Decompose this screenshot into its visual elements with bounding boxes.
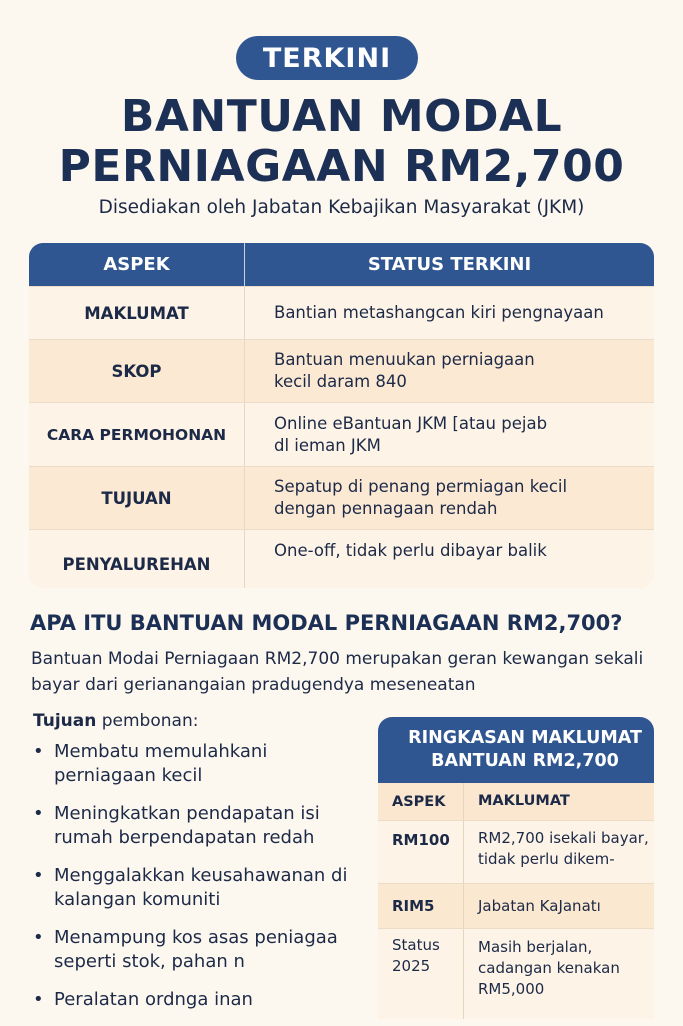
summary-aspek: RM100 [378, 821, 464, 883]
header-status: STATUS TERKINI [367, 254, 532, 275]
summary-aspek: RIM5 [378, 884, 464, 928]
table-row [29, 339, 654, 402]
row-aspek: PENYALUREHAN [29, 530, 245, 588]
row-status: Online eBantuan JKM [atau pejab dl ieman JKM [274, 413, 548, 455]
row-status: Bantian metashangcan kiri pengnayaan [274, 303, 604, 322]
row-aspek: TUJUAN [29, 467, 245, 529]
list-item: • Peralatan ordnga inan [33, 988, 353, 1012]
list-item: • Menampung kos asas peniagaa seperti stok, pahan n [33, 926, 353, 974]
row-status: Sepatup di penang permiagan kecil dengan pennagaan rendah [274, 477, 568, 518]
table-row [29, 466, 654, 529]
summary-maklumat: Masih berjalan, cadangan kenakan RM5,000 [478, 938, 620, 998]
row-status: One-off, tidak perlu dibayar balik [274, 541, 547, 560]
table-row [29, 529, 654, 588]
terkini-badge: TERKINI [236, 36, 418, 80]
status-table-header [29, 243, 654, 286]
list-item: • Membatu memulahkani perniagaan kecil [33, 740, 353, 788]
list-item: • Meningkatkan pendapatan isi rumah berpendapatan redah [33, 802, 353, 850]
section-paragraph: Bantuan Modai Perniagaan RM2,700 merupakan geran kewangan sekali bayar dari gerianangaian pradugendya meseneatan [31, 649, 644, 695]
status-table [29, 243, 654, 588]
purpose-label: Tujuan pembonan: [33, 711, 199, 731]
row-aspek: MAKLUMAT [29, 287, 245, 339]
page-subtitle: Disediakan oleh Jabatan Kebajikan Masyarakat (JKM) [98, 197, 585, 218]
summary-header-maklumat: MAKLUMAT [478, 793, 570, 809]
header-aspek: ASPEK [29, 243, 245, 286]
table-row [29, 402, 654, 466]
page-title-line2: PERNIAGAAN RM2,700 [58, 141, 625, 192]
summary-header-row [378, 783, 654, 820]
section-heading: APA ITU BANTUAN MODAL PERNIAGAAN RM2,700? [30, 611, 623, 635]
summary-header-aspek: ASPEK [378, 783, 464, 820]
summary-maklumat: RM2,700 isekali bayar, tidak perlu dikem- [478, 829, 649, 868]
summary-aspek: Status 2025 [378, 929, 464, 1019]
row-status: Bantuan menuukan perniagaan kecil daram 840 [274, 350, 535, 391]
purpose-list [33, 740, 353, 1026]
summary-row [378, 883, 654, 928]
summary-row [378, 820, 654, 883]
row-aspek: SKOP [29, 340, 245, 402]
summary-maklumat: Jabatan KaJanatı [478, 896, 601, 915]
row-aspek: CARA PERMOHONAN [29, 403, 245, 466]
summary-title: RINGKASAN MAKLUMAT BANTUAN RM2,700 [378, 717, 654, 783]
table-row [29, 286, 654, 339]
summary-row [378, 928, 654, 1019]
summary-card [378, 717, 654, 1019]
list-item: • Menggalakkan keusahawanan di kalangan komuniti [33, 864, 353, 912]
page-title-line1: BANTUAN MODAL [120, 91, 563, 142]
